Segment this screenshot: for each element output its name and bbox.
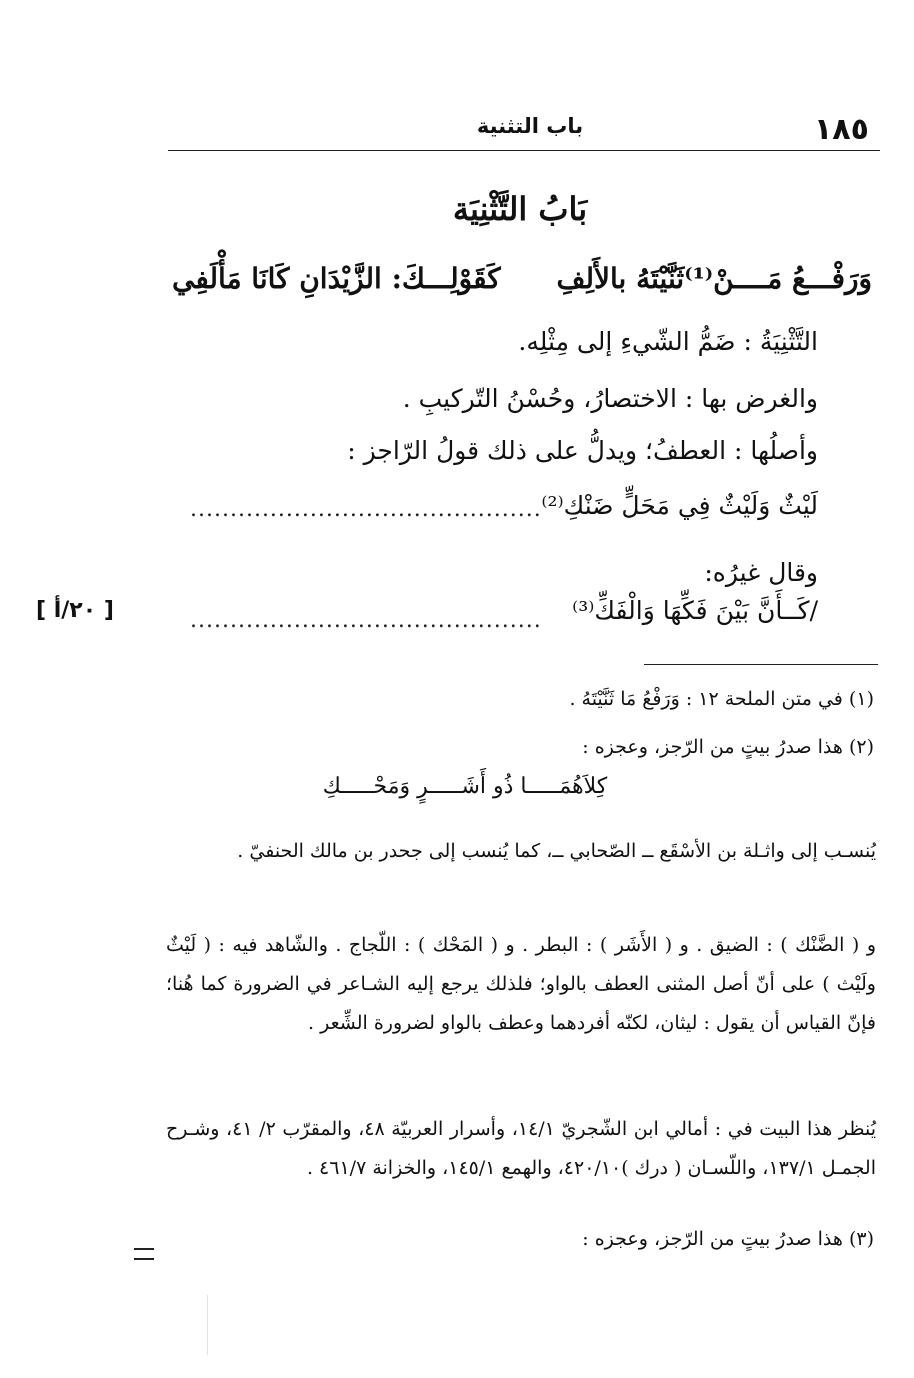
poetry-quote-2: /كَــأَنَّ بَيْنَ فَكِّهَا وَالْفَكِّ⁽³⁾ bbox=[572, 596, 818, 625]
footnote-3: (٣) هذا صدرُ بيتٍ من الرّجز، وعجزه : bbox=[582, 1228, 874, 1250]
footnote-1: (١) في متن الملحة ١٢ : وَرَفْعُ مَا ثَنَّيْتَهُ . bbox=[569, 688, 874, 710]
verse-first-hemistich: وَرَفْـــعُ مَــــنْ⁽¹⁾ثَنَّيْتَهُ بالأَلِفِ bbox=[556, 262, 872, 295]
footnote-2-attribution: يُنسـب إلى واثـلة بن الأسْقَع ــ الصّحابي ــ، كما يُنسب إلى جحدر بن مالك الحنفيّ . bbox=[237, 840, 876, 862]
page-number: ١٨٥ bbox=[814, 112, 869, 147]
poetry-quote-1: لَيْثٌ وَلَيْثٌ فِي مَحَلٍّ ضَنْكِ⁽²⁾ bbox=[541, 491, 818, 520]
header-rule bbox=[168, 150, 880, 151]
verse-second-hemistich: كَقَوْلِـــكَ: الزَّيْدَانِ كَانَا مَأْلَفِي bbox=[172, 262, 501, 295]
footnote-2-sources: يُنظر هذا البيت في : أمالي ابن الشّجريّ ١٤/١، وأسرار العربيّة ٤٨، والمقرّب ٢/ ٤١، وشـرح الجمـل ١٣٧/١، واللّسـان ( درك )٤٢٠/١٠، والهمع ١٤٥/١، والخزانة ٤٦١/٧ . bbox=[166, 1118, 876, 1179]
another-said-line: وقال غيرُه: bbox=[704, 558, 818, 587]
running-title: باب التثنية bbox=[476, 114, 584, 138]
dotted-leader-1: ............................................ bbox=[190, 497, 542, 522]
footnote-rule bbox=[644, 664, 878, 665]
continuation-mark bbox=[134, 1248, 154, 1260]
chapter-title: بَابُ التَّثْنِيَة bbox=[452, 190, 588, 228]
definition-line: التَّثْنِيَةُ : ضَمُّ الشّيءِ إلى مِثْلِه. bbox=[518, 327, 818, 356]
origin-line: وأصلُها : العطفُ؛ ويدلُّ على ذلك قولُ الرّاجز : bbox=[347, 436, 818, 465]
folio-marker: [ ٢٠/أ ] bbox=[36, 598, 114, 623]
footnote-2: (٢) هذا صدرُ بيتٍ من الرّجز، وعجزه : bbox=[582, 736, 874, 758]
footnote-2-glossary: و ( الضَّنْك ) : الضيق . و ( الأَشَر ) : البطر . و ( المَحْك ) : اللّجاج . والشّاهد فيه : ( لَيْثٌ ولَيْث ) على أنّ أصل المثنى العطف بالواو؛ فلذلك يرجع إليه الشـاعر في الضرورة كما هُنا؛ فإنّ القياس أن يقول : ليثان، لكنّه أفردهما وعطف بالواو لضرورة الشِّعر . bbox=[166, 934, 876, 1034]
footnote-2-verse: كِلاَهُمَـــــا ذُو أَشَـــــرٍ وَمَحْـــــكِ bbox=[322, 774, 608, 799]
dotted-leader-2: ............................................ bbox=[190, 608, 542, 633]
scan-artifact bbox=[207, 1295, 208, 1355]
purpose-line: والغرض بها : الاختصارُ، وحُسْنُ التّركيبِ . bbox=[402, 384, 818, 413]
